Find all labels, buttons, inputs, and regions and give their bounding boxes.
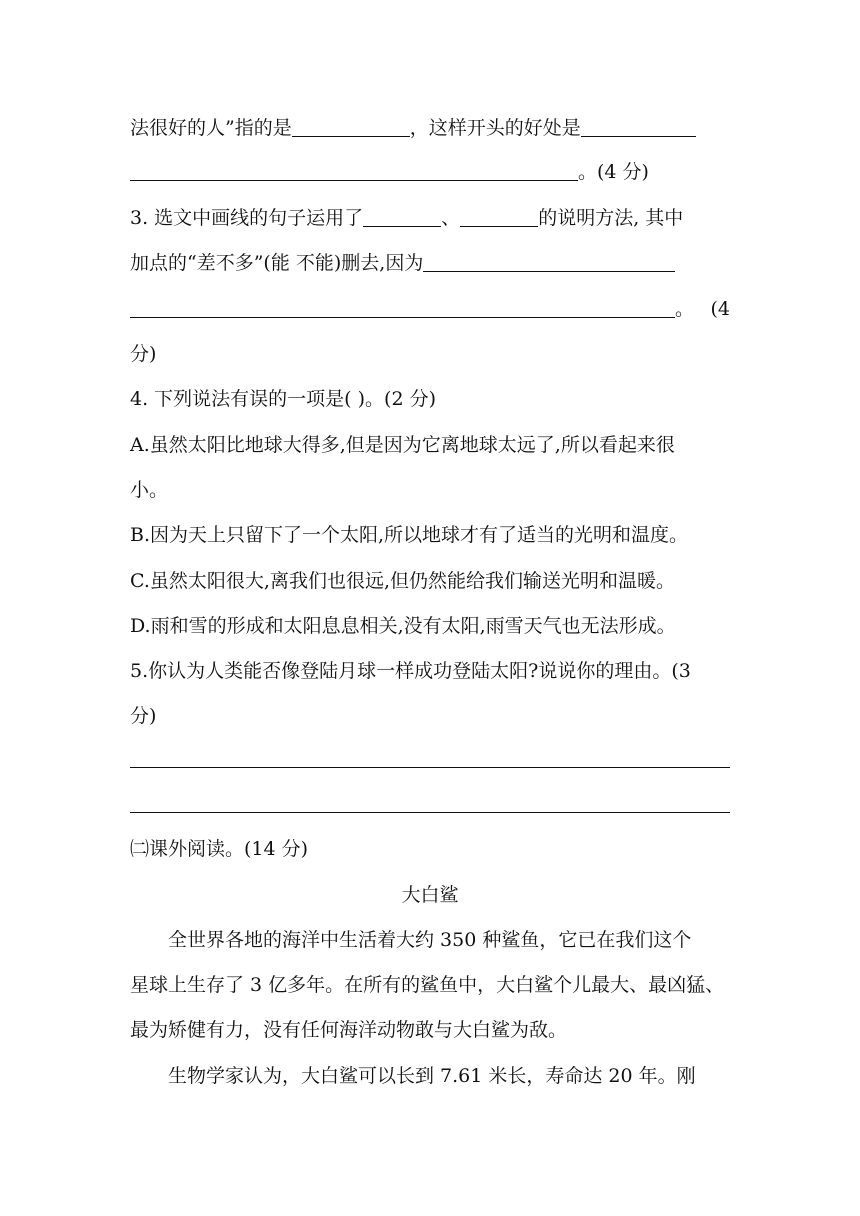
q3-text-c: 加点的“差不多”(能 不能)删去,因为 bbox=[130, 252, 424, 274]
answer-blank[interactable] bbox=[423, 251, 675, 272]
q5-stem-line-1: 5.你认为人类能否像登陆月球一样成功登陆太阳?说说你的理由。(3 bbox=[130, 660, 691, 682]
passage-line: 最为矫健有力，没有任何海洋动物敢与大白鲨为敌。 bbox=[130, 1019, 568, 1041]
q5-stem-line-2: 分) bbox=[130, 705, 157, 727]
q4-option-d: D.雨和雪的形成和太阳息息相关,没有太阳,雨雪天气也无法形成。 bbox=[130, 615, 676, 637]
passage-line: 全世界各地的海洋中生活着大约 350 种鲨鱼，它已在我们这个 bbox=[168, 929, 692, 951]
answer-blank[interactable] bbox=[130, 160, 578, 181]
q2-line-2 bbox=[130, 159, 730, 185]
q3-line-1 bbox=[130, 205, 730, 231]
q3-line-3 bbox=[130, 296, 730, 322]
q3-score: (4 bbox=[710, 298, 730, 320]
q3-text-a: 3. 选文中画线的句子运用了 bbox=[130, 207, 364, 229]
answer-blank[interactable] bbox=[581, 116, 696, 137]
answer-blank[interactable] bbox=[292, 116, 410, 137]
q4-option-c: C.虽然太阳很大,离我们也很远,但仍然能给我们输送光明和温暖。 bbox=[130, 570, 675, 592]
answer-blank[interactable] bbox=[460, 206, 538, 227]
q2-text-a: 法很好的人”指的是 bbox=[130, 117, 292, 139]
answer-line[interactable] bbox=[130, 812, 730, 813]
q2-text-b: ，这样开头的好处是 bbox=[409, 117, 581, 139]
q3-text-b: 的说明方法, 其中 bbox=[538, 207, 684, 229]
q4-option-b: B.因为天上只留下了一个太阳,所以地球才有了适当的光明和温度。 bbox=[130, 524, 689, 546]
answer-blank[interactable] bbox=[363, 206, 441, 227]
answer-blank[interactable] bbox=[130, 297, 675, 318]
section-heading: ㈡课外阅读。(14 分) bbox=[130, 838, 309, 860]
q3-line-4: 分) bbox=[130, 343, 157, 365]
q3-period: 。 bbox=[675, 298, 695, 320]
q4-stem: 4. 下列说法有误的一项是( )。(2 分) bbox=[130, 388, 436, 410]
q2-score: 。(4 分) bbox=[578, 161, 649, 183]
q2-line-1 bbox=[130, 115, 730, 141]
q4-option-a-line-2: 小。 bbox=[130, 479, 169, 501]
passage-line: 星球上生存了 3 亿多年。在所有的鲨鱼中，大白鲨个儿最大、最凶猛、 bbox=[130, 974, 725, 996]
q3-separator: 、 bbox=[441, 207, 461, 229]
passage-title: 大白鲨 bbox=[401, 884, 459, 906]
q4-option-a-line-1: A.虽然太阳比地球大得多,但是因为它离地球太远了,所以看起来很 bbox=[130, 434, 675, 456]
passage-line: 生物学家认为，大白鲨可以长到 7.61 米长，寿命达 20 年。刚 bbox=[168, 1065, 696, 1087]
answer-line[interactable] bbox=[130, 767, 730, 768]
q3-line-2 bbox=[130, 250, 730, 276]
